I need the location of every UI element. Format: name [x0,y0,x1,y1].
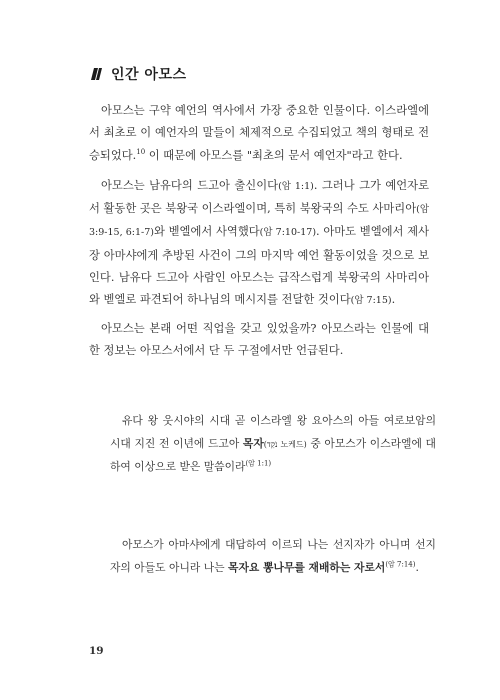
section-title: 인간 아모스 [111,67,187,83]
scripture-ref-3: (암 7:10-17) [259,227,317,239]
quote-2-bold: 목자요 뽕나무를 재배하는 자로서 [228,560,386,574]
scripture-ref-4: (암 7:15) [350,295,392,307]
paragraph-2 [89,175,429,313]
paragraph-2-text-2: . 그러나 그가 예언자로서 활동한 곳은 북왕국 이스라엘이며, 특히 북왕국의 수도 사마리아 [89,178,429,216]
slash-marker-icon [89,67,103,81]
paragraph-1-text-b: 이 때문에 아모스를 "최초의 문서 예언자"라고 한다. [145,148,403,162]
main-text [89,100,429,362]
paragraph-2-text-4: . 아마도 벧엘에서 제사장 아마샤에게 추방된 사건이 그의 마지막 예언 활동이었을 것으로 보인다. 남유다 드고아 사람인 아모스는 급작스럽게 북왕국의 사마리아와 벧엘로 파견되어 하나님의 메시지를 전달한 것이다 [89,225,429,307]
quote-2-ref: (암 7:14) [385,559,416,568]
section-heading [89,63,187,85]
quote-1-bold: 목자 [242,436,264,450]
paragraph-2-text-5: . [391,293,396,307]
quote-2-text-1: 아모스가 아마샤에게 대답하여 이르되 나는 선지자가 아니며 선지자의 아들도 아니라 나는 [110,538,436,574]
quote-1-text-2: 중 아모스가 이스라엘에 대하여 이상으로 받은 말씀이라 [110,436,436,473]
paragraph-2-text-1: 아모스는 남유다의 드고아 출신이다 [101,178,279,192]
paragraph-3 [89,318,429,363]
block-quote-1-body [110,410,436,479]
page-number: 19 [89,645,104,657]
quote-1-ref: (암 1:1) [245,459,272,468]
paragraph-2-text-3: 와 벧엘에서 사역했다 [154,225,260,239]
quote-1-text-1: 유다 왕 웃시야의 시대 곧 이스라엘 왕 요아스의 아들 여로보암의 시대 지진 전 이년에 드고아 [110,414,436,450]
scripture-ref-2: (암 3:9-15, 6:1-7) [89,204,429,239]
quote-2-text-2: . [415,560,419,574]
footnote-marker: 10 [136,147,146,156]
block-quote-2-body [110,534,436,579]
scripture-ref-1: (암 1:1) [278,180,314,192]
paragraph-3-text: 아모스는 본래 어떤 직업을 갖고 있었을까? 아모스라는 인물에 대한 정보는 아모스서에서 단 두 구절에서만 언급된다. [89,321,429,357]
block-quote-2 [110,534,436,579]
paragraph-1 [89,100,429,167]
paragraph-1-text-a: 아모스는 구약 예언의 역사에서 가장 중요한 인물이다. 이스라엘에서 최초로 이 예언자의 말들이 체제적으로 수집되었고 책의 형태로 전승되었다. [89,104,429,162]
quote-1-hebrew: (נֹקֵד 노케드) [263,439,307,449]
block-quote-1 [110,410,436,479]
